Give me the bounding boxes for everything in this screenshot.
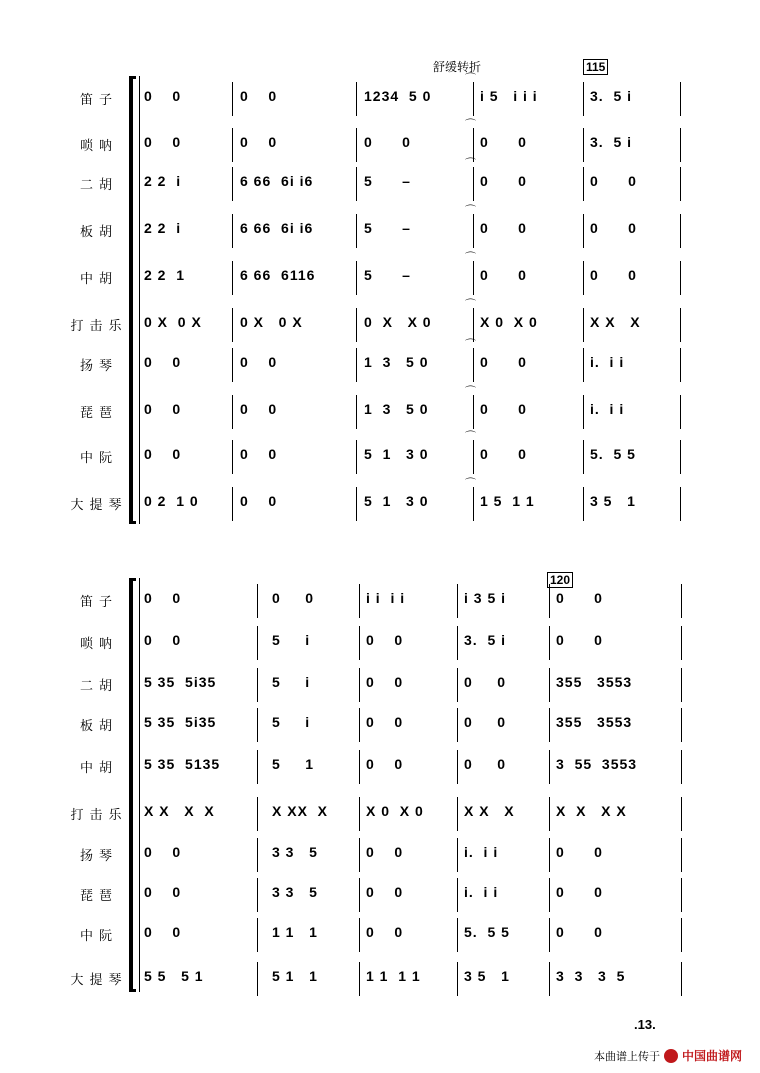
measure-4: X X X — [464, 803, 515, 819]
measure-5: 0 0 — [556, 590, 603, 606]
staff-row-1 — [0, 72, 760, 122]
measure-5: 3. 5 i — [590, 88, 633, 104]
staff-row-9 — [0, 912, 760, 958]
measure-3: 1 3 5 0 — [364, 401, 429, 417]
measure-2: 0 0 — [240, 134, 278, 150]
measure-1: 0 2 1 0 — [144, 493, 199, 509]
measure-3: 0 0 — [366, 924, 404, 940]
measure-5: 3 3 3 5 — [556, 968, 626, 984]
measure-2: 0 0 — [240, 446, 278, 462]
measure-1: 0 0 — [144, 632, 182, 648]
barline — [583, 308, 584, 342]
barline — [257, 626, 258, 660]
barline — [549, 918, 550, 952]
barline — [680, 214, 681, 248]
instrument-label: 打击乐 — [70, 808, 128, 823]
staff-row-5 — [0, 744, 760, 790]
barline — [356, 214, 357, 248]
barline — [457, 878, 458, 912]
barline — [681, 797, 682, 831]
measure-2: 6 66 6i i6 — [240, 220, 314, 236]
measure-4: 0 0 — [480, 173, 527, 189]
measure-3: 0 X X 0 — [364, 314, 432, 330]
barline — [473, 261, 474, 295]
barline — [457, 750, 458, 784]
footer-text: 本曲谱上传于 — [593, 1049, 660, 1063]
instrument-label: 中胡 — [79, 761, 118, 776]
measure-1: 0 0 — [144, 590, 182, 606]
staff-row-9 — [0, 430, 760, 480]
measure-4: 0 0 — [480, 354, 527, 370]
barline — [232, 214, 233, 248]
measure-3: 5 – — [364, 267, 411, 283]
instrument-label: 笛子 — [79, 595, 118, 610]
barline — [257, 584, 258, 618]
measure-5: 5. 5 5 — [590, 446, 636, 462]
barline — [359, 838, 360, 872]
fermata-icon: ⌒ — [465, 477, 476, 490]
barline — [680, 395, 681, 429]
measure-1: 5 5 5 1 — [144, 968, 204, 984]
barline — [549, 584, 550, 618]
staff-row-8 — [0, 385, 760, 435]
barline — [232, 82, 233, 116]
barline — [583, 395, 584, 429]
barline — [583, 261, 584, 295]
barline — [549, 878, 550, 912]
measure-5: X X X — [590, 314, 641, 330]
measure-1: 0 0 — [144, 446, 182, 462]
barline — [680, 82, 681, 116]
rehearsal-mark-115: 115 — [583, 59, 608, 75]
measure-5: 355 3553 — [556, 674, 633, 690]
measure-4: 0 0 — [480, 267, 527, 283]
measure-3: i i i i — [366, 590, 406, 606]
barline — [356, 308, 357, 342]
measure-5: 3. 5 i — [590, 134, 633, 150]
measure-1: 2 2 i — [144, 173, 182, 189]
barline — [232, 348, 233, 382]
barline — [356, 261, 357, 295]
measure-3: 0 0 — [366, 884, 404, 900]
barline — [457, 626, 458, 660]
barline — [257, 962, 258, 996]
barline — [681, 962, 682, 996]
measure-4: 0 0 — [464, 756, 507, 772]
instrument-label: 板胡 — [79, 225, 118, 240]
barline — [680, 440, 681, 474]
barline — [583, 167, 584, 201]
instrument-label: 中阮 — [79, 929, 118, 944]
barline — [583, 82, 584, 116]
measure-3: 0 0 — [366, 674, 404, 690]
barline — [356, 167, 357, 201]
barline — [549, 750, 550, 784]
instrument-label: 中胡 — [79, 272, 118, 287]
measure-5: 3 55 3553 — [556, 756, 638, 772]
measure-5: 355 3553 — [556, 714, 633, 730]
barline — [583, 487, 584, 521]
barline — [549, 797, 550, 831]
measure-3: 0 0 — [366, 844, 404, 860]
measure-1: 5 35 5135 — [144, 756, 221, 772]
measure-1: 0 0 — [144, 884, 182, 900]
barline — [680, 308, 681, 342]
measure-2: 5 1 1 — [272, 968, 318, 984]
measure-4: i 5 i i i — [480, 88, 538, 104]
measure-4: 0 0 — [480, 446, 527, 462]
staff-row-5 — [0, 251, 760, 301]
measure-5: 0 0 — [590, 267, 637, 283]
site-logo-icon — [664, 1049, 678, 1063]
footer-brand[interactable]: 中国曲谱网 — [681, 1049, 742, 1063]
page-number: .13. — [634, 1017, 656, 1032]
tempo-text: 舒缓转折 — [433, 60, 482, 74]
measure-4: 0 0 — [464, 714, 507, 730]
barline — [232, 128, 233, 162]
barline — [681, 750, 682, 784]
fermata-icon: ⌒ — [465, 430, 476, 443]
instrument-label: 扬琴 — [79, 849, 118, 864]
measure-5: 0 0 — [590, 220, 637, 236]
measure-5: 0 0 — [556, 884, 603, 900]
barline — [257, 838, 258, 872]
barline — [232, 395, 233, 429]
measure-4: 0 0 — [480, 134, 527, 150]
measure-3: 5 – — [364, 220, 411, 236]
barline — [359, 750, 360, 784]
barline — [473, 395, 474, 429]
barline — [681, 626, 682, 660]
measure-4: i 3 5 i — [464, 590, 507, 606]
measure-3: 5 1 3 0 — [364, 493, 429, 509]
footer — [594, 1047, 742, 1064]
staff-row-10 — [0, 477, 760, 527]
staff-row-1 — [0, 578, 760, 624]
barline — [356, 348, 357, 382]
barline — [681, 918, 682, 952]
instrument-label: 唢呐 — [79, 637, 118, 652]
measure-3: 5 – — [364, 173, 411, 189]
barline — [583, 128, 584, 162]
measure-4: 0 0 — [480, 401, 527, 417]
measure-5: i. i i — [590, 401, 625, 417]
fermata-icon: ⌒ — [465, 298, 476, 311]
barline — [473, 167, 474, 201]
barline — [232, 261, 233, 295]
measure-3: X 0 X 0 — [366, 803, 424, 819]
measure-3: 0 0 — [366, 714, 404, 730]
barline — [359, 797, 360, 831]
measure-1: 0 0 — [144, 88, 182, 104]
instrument-label: 板胡 — [79, 719, 118, 734]
staff-row-4 — [0, 204, 760, 254]
measure-5: 0 0 — [556, 924, 603, 940]
measure-2: 0 0 — [272, 590, 315, 606]
instrument-label: 笛子 — [79, 93, 118, 108]
staff-row-4 — [0, 702, 760, 748]
measure-2: 5 1 — [272, 756, 315, 772]
barline — [680, 487, 681, 521]
staff-row-2 — [0, 620, 760, 666]
measure-4: 3. 5 i — [464, 632, 507, 648]
barline — [359, 708, 360, 742]
barline — [257, 878, 258, 912]
measure-1: 5 35 5i35 — [144, 714, 217, 730]
barline — [680, 128, 681, 162]
staff-row-7 — [0, 338, 760, 388]
barline — [232, 308, 233, 342]
instrument-label: 唢呐 — [79, 139, 118, 154]
barline — [232, 487, 233, 521]
instrument-label: 扬琴 — [79, 359, 118, 374]
measure-3: 1 3 5 0 — [364, 354, 429, 370]
measure-2: 1 1 1 — [272, 924, 318, 940]
instrument-label: 大提琴 — [70, 973, 128, 988]
measure-3: 0 0 — [364, 134, 411, 150]
instrument-label: 琵琶 — [79, 406, 118, 421]
measure-2: 6 66 6116 — [240, 267, 316, 283]
instrument-label: 大提琴 — [70, 498, 128, 513]
measure-4: 5. 5 5 — [464, 924, 510, 940]
barline — [681, 878, 682, 912]
barline — [232, 167, 233, 201]
barline — [356, 440, 357, 474]
barline — [473, 440, 474, 474]
barline — [473, 214, 474, 248]
measure-2: 0 X 0 X — [240, 314, 303, 330]
barline — [473, 487, 474, 521]
measure-2: 0 0 — [240, 401, 278, 417]
measure-1: 0 0 — [144, 844, 182, 860]
measure-5: 0 0 — [556, 844, 603, 860]
barline — [257, 918, 258, 952]
instrument-label: 二胡 — [79, 679, 118, 694]
barline — [680, 348, 681, 382]
instrument-label: 打击乐 — [70, 319, 128, 334]
barline — [583, 348, 584, 382]
measure-5: 3 5 1 — [590, 493, 636, 509]
measure-1: 0 0 — [144, 354, 182, 370]
measure-4: 3 5 1 — [464, 968, 510, 984]
fermata-icon: ⌒ — [465, 72, 476, 85]
fermata-icon: ⌒ — [465, 251, 476, 264]
barline — [457, 962, 458, 996]
measure-5: 0 0 — [590, 173, 637, 189]
measure-3: 1 1 1 1 — [366, 968, 421, 984]
barline — [356, 487, 357, 521]
measure-2: 6 66 6i i6 — [240, 173, 314, 189]
barline — [359, 918, 360, 952]
instrument-label: 二胡 — [79, 178, 118, 193]
measure-2: 0 0 — [240, 88, 278, 104]
measure-3: 0 0 — [366, 756, 404, 772]
measure-4: 0 0 — [464, 674, 507, 690]
measure-2: 5 i — [272, 714, 311, 730]
measure-1: 0 0 — [144, 401, 182, 417]
barline — [681, 708, 682, 742]
rehearsal-mark-120: 120 — [547, 572, 573, 588]
barline — [356, 128, 357, 162]
barline — [359, 626, 360, 660]
measure-2: 3 3 5 — [272, 884, 318, 900]
barline — [549, 962, 550, 996]
measure-5: 0 0 — [556, 632, 603, 648]
barline — [583, 214, 584, 248]
barline — [549, 708, 550, 742]
measure-5: X X X X — [556, 803, 627, 819]
barline — [457, 668, 458, 702]
measure-2: 0 0 — [240, 493, 278, 509]
barline — [680, 167, 681, 201]
barline — [257, 708, 258, 742]
barline — [549, 668, 550, 702]
staff-row-6 — [0, 791, 760, 837]
measure-1: 0 0 — [144, 924, 182, 940]
barline — [359, 668, 360, 702]
barline — [549, 626, 550, 660]
barline — [356, 395, 357, 429]
barline — [457, 838, 458, 872]
barline — [359, 584, 360, 618]
barline — [473, 82, 474, 116]
fermata-icon: ⌒ — [465, 338, 476, 351]
barline — [583, 440, 584, 474]
measure-1: X X X X — [144, 803, 215, 819]
barline — [680, 261, 681, 295]
barline — [681, 668, 682, 702]
barline — [257, 797, 258, 831]
barline — [457, 708, 458, 742]
measure-1: 2 2 1 — [144, 267, 186, 283]
barline — [457, 797, 458, 831]
barline — [457, 584, 458, 618]
measure-2: 5 i — [272, 632, 311, 648]
barline — [681, 838, 682, 872]
barline — [232, 440, 233, 474]
barline — [473, 348, 474, 382]
barline — [356, 82, 357, 116]
barline — [257, 750, 258, 784]
measure-4: 1 5 1 1 — [480, 493, 535, 509]
barline — [359, 962, 360, 996]
instrument-label: 琵琶 — [79, 889, 118, 904]
barline — [359, 878, 360, 912]
instrument-label: 中阮 — [79, 451, 118, 466]
measure-5: i. i i — [590, 354, 625, 370]
measure-3: 0 0 — [366, 632, 404, 648]
measure-3: 1234 5 0 — [364, 88, 432, 104]
measure-4: i. i i — [464, 884, 499, 900]
measure-2: X XX X — [272, 803, 329, 819]
measure-2: 5 i — [272, 674, 311, 690]
measure-2: 0 0 — [240, 354, 278, 370]
barline — [549, 838, 550, 872]
staff-row-10 — [0, 956, 760, 1002]
measure-1: 0 X 0 X — [144, 314, 202, 330]
staff-row-3 — [0, 157, 760, 207]
measure-3: 5 1 3 0 — [364, 446, 429, 462]
fermata-icon: ⌒ — [465, 204, 476, 217]
measure-1: 5 35 5i35 — [144, 674, 217, 690]
barline — [681, 584, 682, 618]
barline — [257, 668, 258, 702]
measure-2: 3 3 5 — [272, 844, 318, 860]
barline — [457, 918, 458, 952]
measure-4: i. i i — [464, 844, 499, 860]
measure-4: X 0 X 0 — [480, 314, 538, 330]
measure-4: 0 0 — [480, 220, 527, 236]
fermata-icon: ⌒ — [465, 157, 476, 170]
fermata-icon: ⌒ — [465, 385, 476, 398]
measure-1: 2 2 i — [144, 220, 182, 236]
measure-1: 0 0 — [144, 134, 182, 150]
fermata-icon: ⌒ — [465, 118, 476, 131]
